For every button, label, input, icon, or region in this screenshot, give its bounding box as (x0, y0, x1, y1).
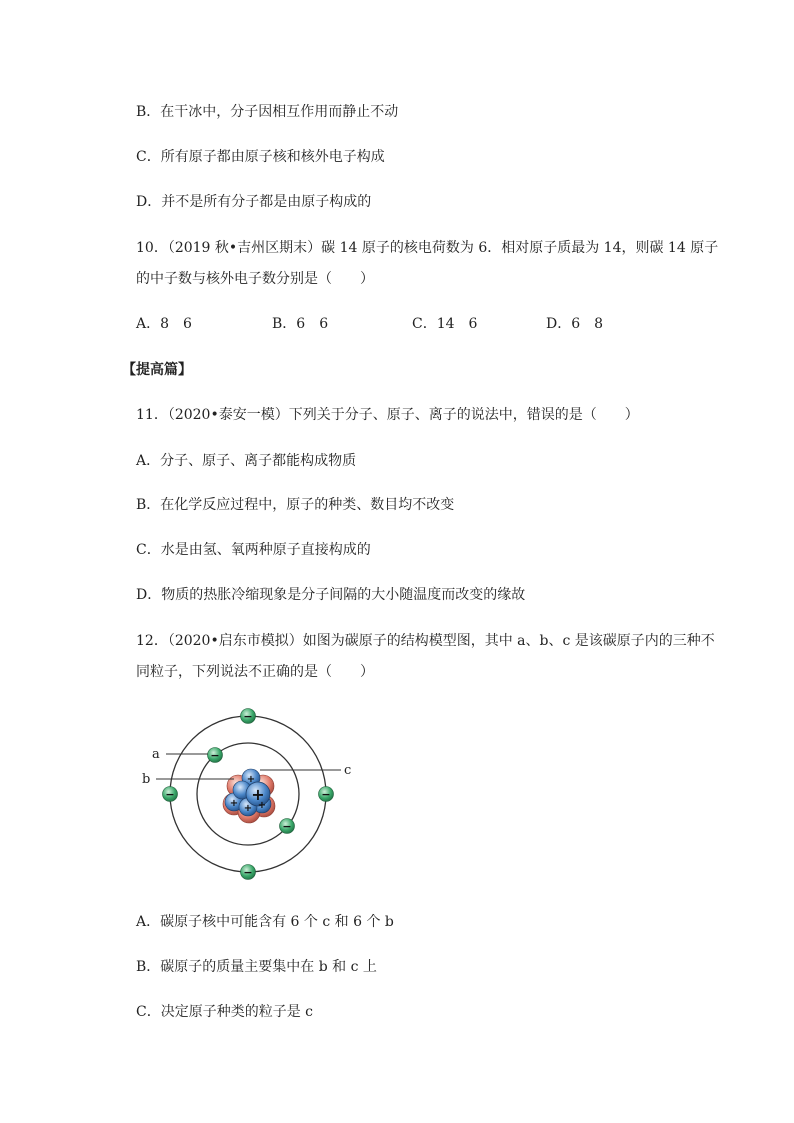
label-b: b (142, 772, 151, 787)
q10-option-a: A．8 6 (136, 316, 192, 332)
q11-stem: 11．（2020•泰安一模）下列关于分子、原子、离子的说法中，错误的是（ ） (136, 407, 639, 423)
svg-text:−: − (282, 820, 292, 833)
q10-options (136, 314, 736, 334)
q12-stem-line2: 同粒子，下列说法不正确的是（ ） (136, 664, 374, 680)
svg-text:−: − (243, 866, 253, 879)
q10-option-d: D．6 8 (546, 316, 604, 332)
svg-text:−: − (321, 788, 331, 801)
q11-option-a: A．分子、原子、离子都能构成物质 (136, 453, 357, 469)
proton-sign: + (243, 803, 253, 814)
q11-option-c: C．水是由氢、氧两种原子直接构成的 (136, 542, 371, 558)
svg-text:−: − (243, 710, 253, 723)
svg-text:−: − (210, 749, 220, 762)
nucleus (223, 769, 275, 823)
q9-option-c: C．所有原子都由原子核和核外电子构成 (136, 149, 385, 165)
proton-sign: + (246, 774, 256, 785)
q11-option-d: D．物质的热胀冷缩现象是分子间隔的大小随温度而改变的缘故 (136, 587, 526, 603)
q10-stem-line1: 10．（2019 秋•吉州区期末）碳 14 原子的核电荷数为 6．相对原子质最为 14，则碳 14 原子 (136, 240, 719, 256)
q9-option-b: B．在干冰中，分子因相互作用而静止不动 (136, 104, 399, 120)
electron (163, 787, 178, 802)
proton-sign: + (251, 785, 265, 804)
electron (241, 865, 256, 880)
proton-sign: + (257, 800, 267, 811)
carbon-atom-diagram (138, 704, 368, 889)
electron (208, 748, 223, 763)
label-a: a (152, 747, 160, 762)
electron (280, 819, 295, 834)
svg-text:−: − (165, 788, 175, 801)
q10-option-b: B．6 6 (272, 316, 329, 332)
proton-sign: + (229, 798, 239, 809)
q12-option-c: C．决定原子种类的粒子是 c (136, 1004, 314, 1020)
q10-stem-line2: 的中子数与核外电子数分别是（ ） (136, 271, 374, 287)
q12-stem-line1: 12．（2020•启东市模拟）如图为碳原子的结构模型图，其中 a、b、c 是该碳原子内的三种不 (136, 633, 715, 649)
electron (319, 787, 334, 802)
q10-option-c: C．14 6 (412, 316, 478, 332)
q12-option-a: A．碳原子核中可能含有 6 个 c 和 6 个 b (136, 914, 394, 930)
q11-option-b: B．在化学反应过程中，原子的种类、数目均不改变 (136, 497, 455, 513)
section-title: 【提高篇】 (122, 362, 192, 378)
label-c: c (344, 763, 352, 778)
q9-option-d: D．并不是所有分子都是由原子构成的 (136, 194, 372, 210)
q12-option-b: B．碳原子的质量主要集中在 b 和 c 上 (136, 959, 377, 975)
electron (241, 709, 256, 724)
